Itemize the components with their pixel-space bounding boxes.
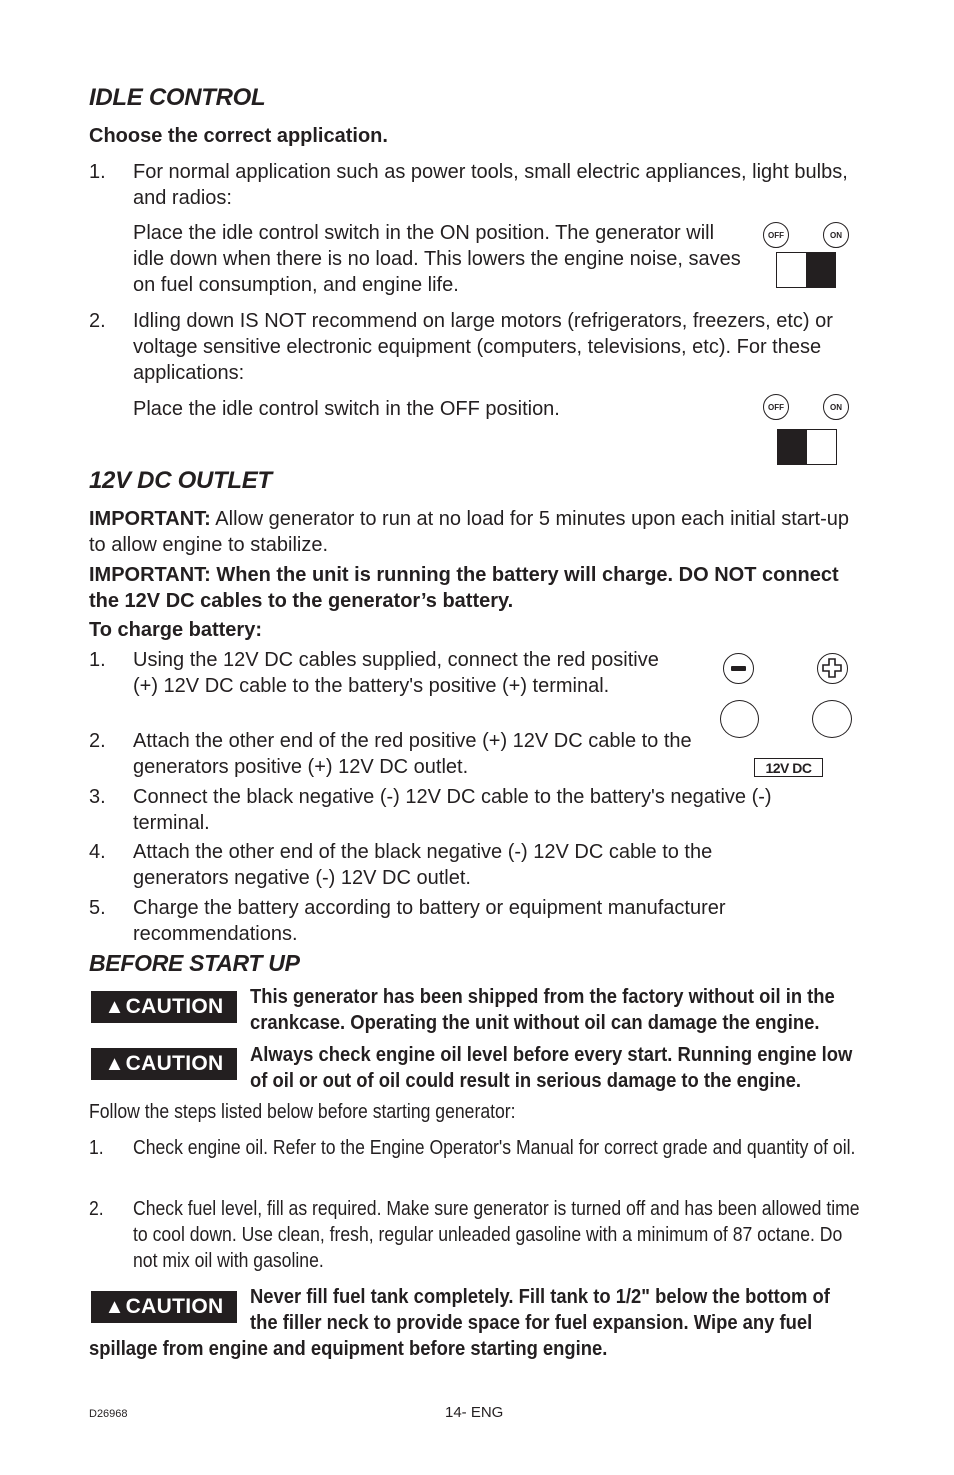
warning-triangle-icon: ▲ xyxy=(104,1052,125,1075)
idle-item-2-detail: Place the idle control switch in the OFF position. xyxy=(133,398,560,420)
before-step-1-text: Check engine oil. Refer to the Engine Operator's Manual for correct grade and quantity of oil. xyxy=(133,1137,856,1159)
caution-text-3-line-3: spillage from engine and equipment before starting engine. xyxy=(89,1338,608,1360)
caution-text-1: This generator has been shipped from the factory without oil in the crankcase. Operating the unit without oil can damage the engine. xyxy=(250,986,835,1034)
caution-label: CAUTION xyxy=(125,995,224,1018)
before-step-1-number: 1. xyxy=(89,1137,104,1159)
caution-text-2: Always check engine oil level before every start. Running engine low of oil or out of oil could result in serious damage to the engine. xyxy=(250,1044,853,1092)
idle-item-1-number: 1. xyxy=(89,161,106,183)
warning-triangle-icon: ▲ xyxy=(104,995,125,1018)
caution-badge-1 xyxy=(91,991,237,1023)
idle-item-1-detail: Place the idle control switch in the ON position. The generator will idle down when there is no load. This lowers the engine noise, saves on fuel consumption, and engine life. xyxy=(133,222,741,296)
dc-step-4-text: Attach the other end of the black negative (-) 12V DC cable to the generators negative (-) 12V DC outlet. xyxy=(133,841,713,889)
caution-badge-2 xyxy=(91,1048,237,1080)
minus-terminal-icon xyxy=(723,653,754,684)
idle-item-1-text: For normal application such as power tools, small electric appliances, light bulbs, and radios: xyxy=(133,161,848,209)
important-note-2: IMPORTANT: When the unit is running the battery will charge. DO NOT connect the 12V DC cables to the generator’s battery. xyxy=(89,564,839,612)
document-number: D26968 xyxy=(89,1408,128,1420)
dc-step-4-number: 4. xyxy=(89,841,106,863)
plus-terminal-icon xyxy=(817,653,848,684)
dc-step-5-number: 5. xyxy=(89,897,106,919)
idle-item-2-text: Idling down IS NOT recommend on large motors (refrigerators, freezers, etc) or voltage sensitive electronic equipment (computers, televisions, etc). For these applications: xyxy=(133,310,833,384)
warning-triangle-icon: ▲ xyxy=(104,1295,125,1318)
on-label-icon: ON xyxy=(823,222,849,248)
idle-item-2-number: 2. xyxy=(89,310,106,332)
before-step-2-text: Check fuel level, fill as required. Make sure generator is turned off and has been allowed time to cool down. Use clean, fresh, regular unleaded gasoline with a minimum of 87 octane. Do not mix oil with gasoline. xyxy=(133,1198,860,1272)
caution-label: CAUTION xyxy=(125,1052,224,1075)
dc-step-3-text: Connect the black negative (-) 12V DC cable to the battery's negative (-) terminal. xyxy=(133,786,772,834)
important-note-1 xyxy=(89,506,869,558)
dc-outlet-label: 12V DC xyxy=(754,758,823,777)
important-text: Allow generator to run at no load for 5 minutes upon each initial start-up to allow engine to stabilize. xyxy=(89,508,849,556)
idle-control-subheading: Choose the correct application. xyxy=(89,125,388,147)
on-label-icon: ON xyxy=(823,394,849,420)
dc-step-2-text: Attach the other end of the red positive (+) 12V DC cable to the generators positive (+) 12V DC outlet. xyxy=(133,730,692,778)
caution-badge-3 xyxy=(91,1291,237,1323)
dc-step-1-number: 1. xyxy=(89,649,106,671)
switch-off-icon xyxy=(777,429,837,465)
page-number: 14- ENG xyxy=(445,1404,504,1421)
idle-control-heading: IDLE CONTROL xyxy=(89,84,266,111)
before-step-2-number: 2. xyxy=(89,1198,104,1220)
switch-on-icon xyxy=(776,252,836,288)
charge-battery-heading: To charge battery: xyxy=(89,619,262,641)
dc-step-1-text: Using the 12V DC cables supplied, connect the red positive (+) 12V DC cable to the battery's positive (+) terminal. xyxy=(133,649,659,697)
dc-outlet-heading: 12V DC OUTLET xyxy=(89,467,272,494)
negative-outlet-icon xyxy=(720,700,759,738)
caution-text-3-line-2: the filler neck to provide space for fuel expansion. Wipe any fuel xyxy=(250,1312,813,1334)
caution-label: CAUTION xyxy=(125,1295,224,1318)
before-start-intro: Follow the steps listed below before starting generator: xyxy=(89,1101,516,1123)
positive-outlet-icon xyxy=(812,700,852,738)
dc-step-5-text: Charge the battery according to battery or equipment manufacturer recommendations. xyxy=(133,897,726,945)
off-label-icon: OFF xyxy=(763,394,789,420)
caution-text-3-line-1: Never fill fuel tank completely. Fill tank to 1/2" below the bottom of xyxy=(250,1286,830,1308)
dc-step-2-number: 2. xyxy=(89,730,106,752)
dc-step-3-number: 3. xyxy=(89,786,106,808)
important-label: IMPORTANT: xyxy=(89,508,211,530)
off-label-icon: OFF xyxy=(763,222,789,248)
before-start-heading: BEFORE START UP xyxy=(89,950,300,976)
